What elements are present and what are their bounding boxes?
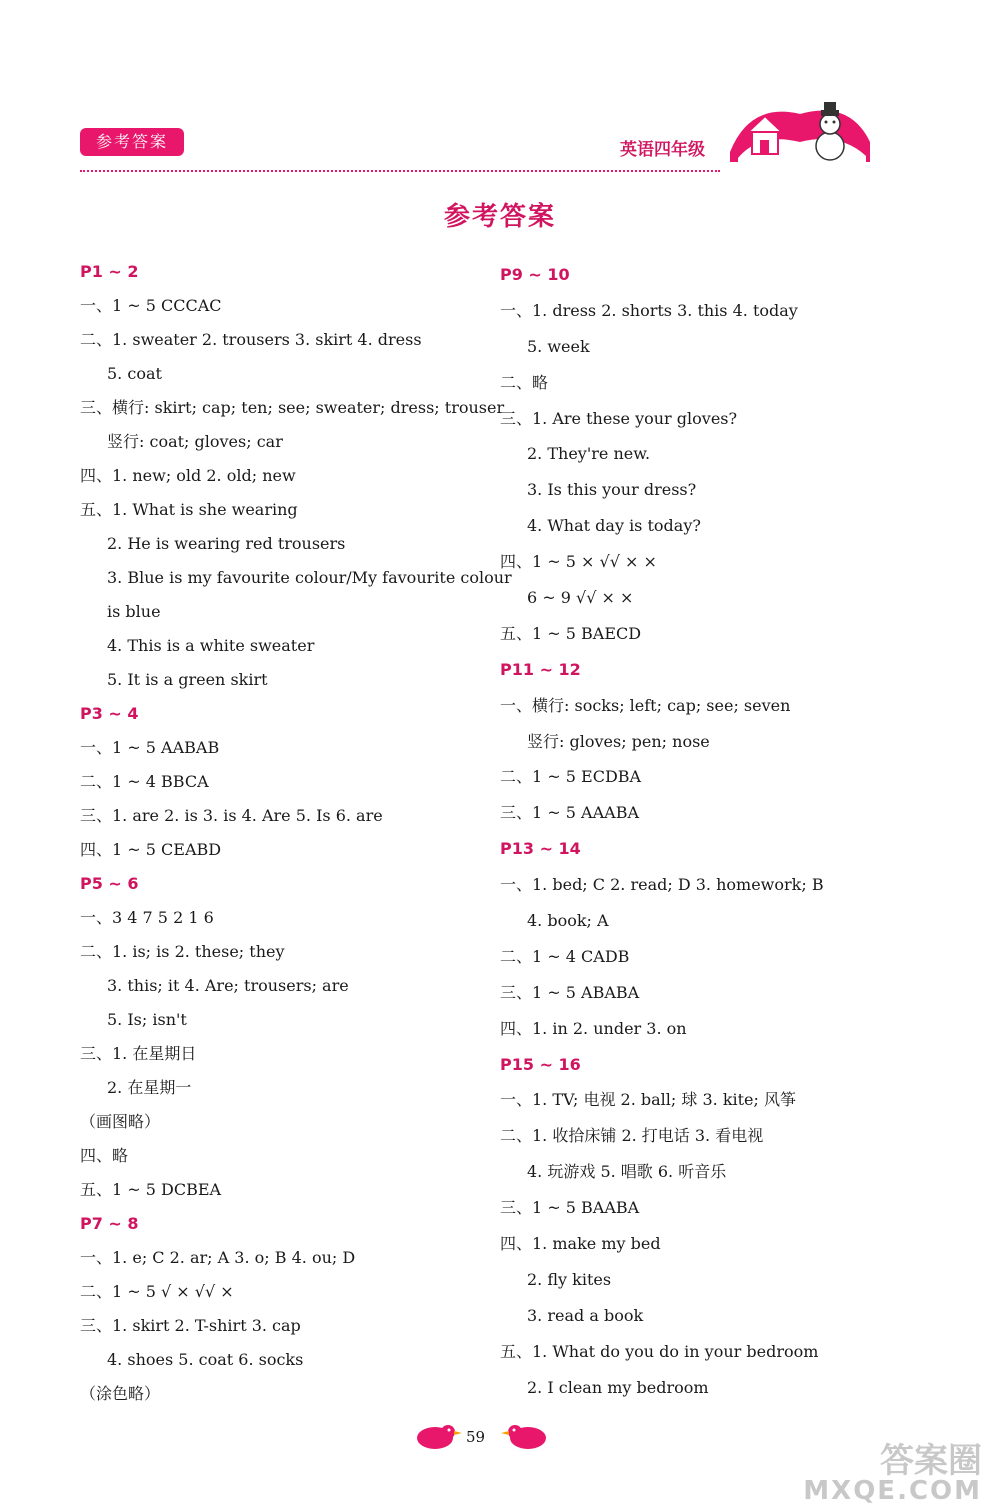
section-heading: P15 ~ 16 xyxy=(500,1054,581,1074)
snowman-house-decoration-icon xyxy=(720,92,880,174)
answer-line: 竖行: coat; gloves; car xyxy=(107,432,283,451)
answer-line: 二、1 ~ 4 CADB xyxy=(500,946,630,966)
answer-line: 四、1 ~ 5 CEABD xyxy=(80,840,222,859)
answer-line: 5. It is a green skirt xyxy=(107,670,268,689)
answer-line: 2. fly kites xyxy=(527,1269,612,1289)
answer-line: 4. shoes 5. coat 6. socks xyxy=(107,1350,304,1369)
answer-line: 竖行: gloves; pen; nose xyxy=(527,731,710,751)
answer-line: 5. Is; isn't xyxy=(107,1010,187,1029)
answer-line: 4. What day is today? xyxy=(527,516,701,536)
answer-key-badge: 参考答案 xyxy=(80,128,184,156)
answer-line: 五、1 ~ 5 BAECD xyxy=(500,623,642,643)
answer-line: 一、横行: socks; left; cap; see; seven xyxy=(500,695,791,715)
section-heading: P13 ~ 14 xyxy=(500,839,581,859)
answer-line: 一、1 ~ 5 CCCAC xyxy=(80,296,222,315)
answer-line: 3. read a book xyxy=(527,1305,644,1325)
answer-line: 2. They're new. xyxy=(527,444,651,464)
page-number: 59 xyxy=(466,1428,486,1446)
answer-line: 4. This is a white sweater xyxy=(107,636,315,655)
answer-line: 四、1. new; old 2. old; new xyxy=(80,466,296,485)
answer-line: 五、1 ~ 5 DCBEA xyxy=(80,1180,222,1199)
answer-line: 二、1. sweater 2. trousers 3. skirt 4. dress xyxy=(80,330,422,349)
right-answer-column xyxy=(500,257,824,1406)
answer-line: 三、1 ~ 5 AAABA xyxy=(500,803,640,823)
page-title: 参考答案 xyxy=(443,202,556,232)
answer-line: （画图略） xyxy=(80,1112,161,1131)
answer-line: 三、1. are 2. is 3. is 4. Are 5. Is 6. are xyxy=(80,806,383,825)
watermark-url: MXQE.COM xyxy=(803,1476,982,1506)
answer-line: 四、略 xyxy=(80,1146,129,1165)
answer-line: 4. book; A xyxy=(527,911,609,931)
answer-line: 三、1. Are these your gloves? xyxy=(500,408,738,428)
answer-line: 3. this; it 4. Are; trousers; are xyxy=(107,976,349,995)
answer-line: 三、1 ~ 5 ABABA xyxy=(500,982,640,1002)
header-divider xyxy=(80,170,720,172)
answer-line: 二、1. is; is 2. these; they xyxy=(80,942,285,961)
left-answer-column xyxy=(80,255,512,1411)
answer-line: 5. coat xyxy=(107,364,162,383)
answer-line: 一、1 ~ 5 AABAB xyxy=(80,738,220,757)
section-heading: P11 ~ 12 xyxy=(500,659,581,679)
answer-line: 一、3 4 7 5 2 1 6 xyxy=(80,908,214,927)
site-watermark xyxy=(803,1441,982,1506)
answer-line: 四、1. in 2. under 3. on xyxy=(500,1018,687,1038)
answer-line: 5. week xyxy=(527,336,590,356)
answer-line: 4. 玩游戏 5. 唱歌 6. 听音乐 xyxy=(527,1162,727,1182)
grade-label: 英语四年级 xyxy=(620,140,705,160)
answer-line: 三、横行: skirt; cap; ten; see; sweater; dress; trouser xyxy=(80,398,505,417)
answer-line: 四、1. make my bed xyxy=(500,1234,661,1254)
answer-line: 2. He is wearing red trousers xyxy=(107,534,346,553)
answer-line: 一、1. TV; 电视 2. ball; 球 3. kite; 风筝 xyxy=(500,1090,797,1110)
answer-line: 五、1. What is she wearing xyxy=(80,500,298,519)
answer-line: 6 ~ 9 √√ × × xyxy=(527,588,634,608)
watermark-text: 答案圈 xyxy=(880,1441,982,1481)
answer-line: 3. Is this your dress? xyxy=(527,480,697,500)
answer-line: 五、1. What do you do in your bedroom xyxy=(500,1341,819,1361)
answer-line: （涂色略） xyxy=(80,1384,161,1403)
answer-line: 一、1. dress 2. shorts 3. this 4. today xyxy=(500,300,798,320)
answer-line: 三、1. skirt 2. T-shirt 3. cap xyxy=(80,1316,301,1335)
section-heading: P1 ~ 2 xyxy=(80,262,139,281)
section-heading: P5 ~ 6 xyxy=(80,874,139,893)
answer-line: 一、1. bed; C 2. read; D 3. homework; B xyxy=(500,875,824,895)
answer-line: 四、1 ~ 5 × √√ × × xyxy=(500,552,657,572)
answer-line: 二、1. 收拾床铺 2. 打电话 3. 看电视 xyxy=(500,1126,764,1146)
answer-line: 2. I clean my bedroom xyxy=(527,1377,709,1397)
answer-line: 三、1. 在星期日 xyxy=(80,1044,197,1063)
answer-line: 二、略 xyxy=(500,372,549,392)
answer-line: 2. 在星期一 xyxy=(107,1078,192,1097)
section-heading: P9 ~ 10 xyxy=(500,265,570,284)
answer-line: 三、1 ~ 5 BAABA xyxy=(500,1198,640,1218)
section-heading: P3 ~ 4 xyxy=(80,704,139,723)
answer-line: 3. Blue is my favourite colour/My favourite colour xyxy=(107,568,512,587)
section-heading: P7 ~ 8 xyxy=(80,1214,139,1233)
answer-line: 二、1 ~ 4 BBCA xyxy=(80,772,209,791)
answer-line: 一、1. e; C 2. ar; A 3. o; B 4. ou; D xyxy=(80,1248,356,1267)
answer-line: is blue xyxy=(107,602,161,621)
answer-line: 二、1 ~ 5 √ × √√ × xyxy=(80,1282,234,1301)
answer-line: 二、1 ~ 5 ECDBA xyxy=(500,767,642,787)
